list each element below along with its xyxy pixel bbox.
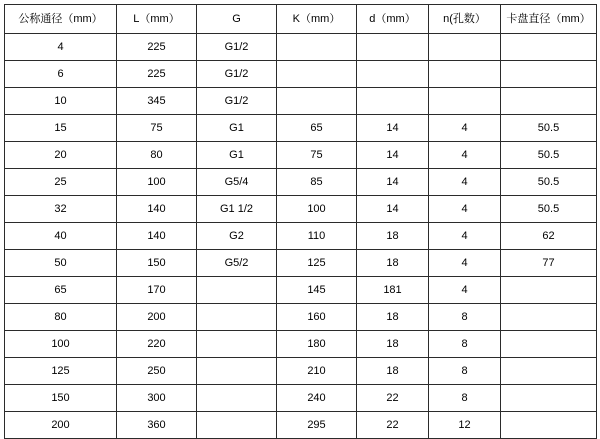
cell-chuck-diameter [501,304,597,331]
cell-d: 18 [357,223,429,250]
cell-length: 220 [117,331,197,358]
cell-chuck-diameter [501,331,597,358]
cell-length: 300 [117,385,197,412]
header-thread: G [197,5,277,34]
cell-nominal-diameter: 10 [5,88,117,115]
table-row [5,277,597,304]
cell-chuck-diameter [501,277,597,304]
cell-length: 100 [117,169,197,196]
table-row [5,196,597,223]
cell-hole-count: 4 [429,196,501,223]
cell-thread [197,385,277,412]
cell-hole-count: 8 [429,304,501,331]
cell-chuck-diameter [501,34,597,61]
cell-d [357,88,429,115]
cell-k: 85 [277,169,357,196]
cell-chuck-diameter: 50.5 [501,169,597,196]
table-row [5,169,597,196]
table-row [5,88,597,115]
cell-length: 80 [117,142,197,169]
cell-thread [197,331,277,358]
cell-k [277,88,357,115]
cell-hole-count [429,61,501,88]
cell-hole-count: 4 [429,223,501,250]
cell-chuck-diameter [501,385,597,412]
cell-hole-count: 4 [429,250,501,277]
cell-k: 180 [277,331,357,358]
cell-d: 14 [357,169,429,196]
cell-hole-count: 4 [429,115,501,142]
cell-nominal-diameter: 200 [5,412,117,439]
cell-length: 200 [117,304,197,331]
table-row [5,223,597,250]
cell-thread: G1 1/2 [197,196,277,223]
cell-d [357,34,429,61]
cell-nominal-diameter: 20 [5,142,117,169]
cell-length: 225 [117,34,197,61]
cell-thread: G1/2 [197,88,277,115]
table-row [5,304,597,331]
table-row [5,61,597,88]
cell-chuck-diameter: 50.5 [501,142,597,169]
cell-d: 18 [357,358,429,385]
cell-thread: G5/2 [197,250,277,277]
cell-nominal-diameter: 50 [5,250,117,277]
table-row [5,115,597,142]
cell-k: 110 [277,223,357,250]
cell-chuck-diameter: 50.5 [501,115,597,142]
cell-length: 250 [117,358,197,385]
cell-nominal-diameter: 150 [5,385,117,412]
header-length: L（mm） [117,5,197,34]
cell-thread: G1 [197,115,277,142]
header-k: K（mm） [277,5,357,34]
cell-nominal-diameter: 6 [5,61,117,88]
cell-d: 22 [357,385,429,412]
cell-length: 140 [117,223,197,250]
cell-hole-count [429,34,501,61]
cell-hole-count [429,88,501,115]
cell-length: 225 [117,61,197,88]
header-hole-count: n(孔数） [429,5,501,34]
cell-k: 75 [277,142,357,169]
cell-thread: G1/2 [197,61,277,88]
cell-d: 14 [357,196,429,223]
header-nominal-diameter: 公称通径（mm） [5,5,117,34]
cell-thread: G1/2 [197,34,277,61]
cell-chuck-diameter [501,61,597,88]
cell-nominal-diameter: 4 [5,34,117,61]
cell-thread [197,358,277,385]
cell-d: 22 [357,412,429,439]
cell-d [357,61,429,88]
cell-thread [197,277,277,304]
table-header [5,5,597,34]
cell-k: 100 [277,196,357,223]
table-row [5,358,597,385]
table-row [5,34,597,61]
cell-d: 18 [357,304,429,331]
cell-hole-count: 8 [429,331,501,358]
cell-thread: G2 [197,223,277,250]
cell-k: 295 [277,412,357,439]
cell-d: 18 [357,250,429,277]
cell-thread: G5/4 [197,169,277,196]
cell-nominal-diameter: 15 [5,115,117,142]
cell-chuck-diameter [501,88,597,115]
cell-hole-count: 4 [429,277,501,304]
cell-chuck-diameter [501,358,597,385]
cell-chuck-diameter: 50.5 [501,196,597,223]
cell-length: 140 [117,196,197,223]
table-row [5,412,597,439]
cell-nominal-diameter: 40 [5,223,117,250]
cell-nominal-diameter: 65 [5,277,117,304]
table-row [5,250,597,277]
cell-nominal-diameter: 125 [5,358,117,385]
cell-chuck-diameter: 77 [501,250,597,277]
cell-k [277,34,357,61]
cell-nominal-diameter: 100 [5,331,117,358]
cell-d: 14 [357,115,429,142]
table-body [5,34,597,439]
cell-chuck-diameter [501,412,597,439]
cell-k: 125 [277,250,357,277]
cell-hole-count: 8 [429,385,501,412]
cell-length: 360 [117,412,197,439]
header-chuck-diameter: 卡盘直径（mm） [501,5,597,34]
cell-hole-count: 4 [429,169,501,196]
header-row [5,5,597,34]
cell-d: 181 [357,277,429,304]
cell-k [277,61,357,88]
cell-k: 145 [277,277,357,304]
cell-length: 345 [117,88,197,115]
cell-k: 160 [277,304,357,331]
cell-length: 150 [117,250,197,277]
cell-length: 75 [117,115,197,142]
cell-nominal-diameter: 80 [5,304,117,331]
cell-length: 170 [117,277,197,304]
cell-thread [197,304,277,331]
cell-hole-count: 12 [429,412,501,439]
cell-nominal-diameter: 25 [5,169,117,196]
cell-thread [197,412,277,439]
cell-k: 210 [277,358,357,385]
cell-thread: G1 [197,142,277,169]
cell-chuck-diameter: 62 [501,223,597,250]
cell-k: 240 [277,385,357,412]
header-d: d（mm） [357,5,429,34]
cell-k: 65 [277,115,357,142]
table-row [5,385,597,412]
table-row [5,331,597,358]
cell-nominal-diameter: 32 [5,196,117,223]
cell-hole-count: 8 [429,358,501,385]
cell-d: 18 [357,331,429,358]
table-row [5,142,597,169]
dimension-spec-table [4,4,597,439]
cell-hole-count: 4 [429,142,501,169]
cell-d: 14 [357,142,429,169]
